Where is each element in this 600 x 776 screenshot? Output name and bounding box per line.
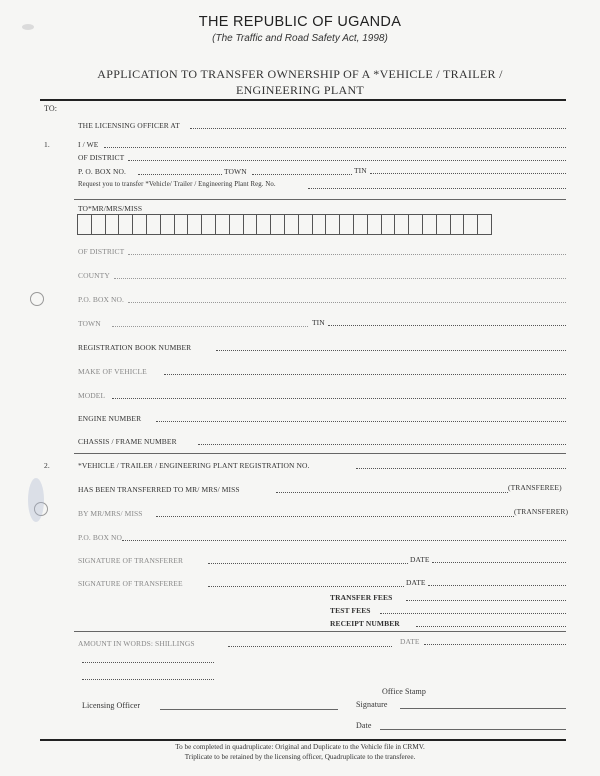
signature-label: Signature [356,700,388,709]
town-field-2[interactable] [112,326,308,327]
date-field-2[interactable] [428,585,566,586]
blue-ink-smudge [28,478,44,522]
date-field-1[interactable] [432,562,566,563]
name-grid-cell[interactable] [367,214,382,235]
county-field[interactable] [114,278,566,279]
fees-rule [74,631,566,632]
model-field[interactable] [112,398,566,399]
name-grid-cell[interactable] [256,214,271,235]
town-label: TOWN [224,167,247,176]
sig-transferer-label: SIGNATURE OF TRANSFERER [78,556,184,565]
name-grid-cell[interactable] [284,214,299,235]
reg-no-field-2[interactable] [356,468,566,469]
name-grid-cell[interactable] [201,214,216,235]
name-grid-cell[interactable] [270,214,285,235]
tin-field[interactable] [370,173,566,174]
of-district-label: OF DISTRICT [78,153,125,162]
name-grid-cell[interactable] [422,214,437,235]
licensing-officer-at-field[interactable] [190,128,566,129]
of-district-field[interactable] [128,160,566,161]
transferee-name-grid[interactable] [78,214,492,235]
amount-words-field-3[interactable] [82,679,214,680]
transferer-tag: (TRANSFERER) [514,507,569,516]
chassis-field[interactable] [198,444,566,445]
licensing-officer-at-label: THE LICENSING OFFICER AT [78,121,180,130]
reg-no-field[interactable] [308,188,566,189]
sig-transferee-label: SIGNATURE OF TRANSFEREE [78,579,183,588]
receipt-number-label: RECEIPT NUMBER [330,619,400,628]
footer-rule [40,739,566,741]
name-grid-cell[interactable] [243,214,258,235]
po-box-label-3: P.O. BOX NO [78,533,123,542]
office-date-line[interactable] [380,729,566,730]
date-label-2: DATE [406,578,426,587]
republic-heading: THE REPUBLIC OF UGANDA [198,14,402,30]
reg-book-label: REGISTRATION BOOK NUMBER [78,343,192,352]
tin-label-2: TIN [312,318,325,327]
po-box-field-2[interactable] [128,302,566,303]
licensing-officer-line[interactable] [160,709,338,710]
section-1-number: 1. [44,140,50,149]
name-grid-cell[interactable] [105,214,120,235]
name-grid-cell[interactable] [312,214,327,235]
po-box-field[interactable] [138,174,222,175]
make-label: MAKE OF VEHICLE [78,367,147,376]
name-grid-cell[interactable] [477,214,492,235]
tin-label: TIN [354,166,367,175]
town-field[interactable] [252,174,352,175]
name-grid-cell[interactable] [325,214,340,235]
of-district-label-2: OF DISTRICT [78,247,125,256]
engine-label: ENGINE NUMBER [78,414,142,423]
name-grid-cell[interactable] [118,214,133,235]
form-title-line2: ENGINEERING PLANT [235,83,365,97]
footer-line-2: Triplicate to be retained by the licensing officer, Quadruplicate to the transferee. [184,753,416,761]
town-label-2: TOWN [78,319,101,328]
name-grid-cell[interactable] [298,214,313,235]
sig-transferee-field[interactable] [208,586,404,587]
test-fees-field[interactable] [380,613,566,614]
receipt-number-field[interactable] [416,626,566,627]
chassis-label: CHASSIS / FRAME NUMBER [78,437,177,446]
licensing-officer-label: Licensing Officer [82,701,141,710]
county-label: COUNTY [78,271,110,280]
tin-field-2[interactable] [328,325,566,326]
name-grid-cell[interactable] [146,214,161,235]
engine-field[interactable] [156,421,566,422]
signature-line[interactable] [400,708,566,709]
name-grid-cell[interactable] [339,214,354,235]
date-label-1: DATE [410,555,430,564]
amount-date-field[interactable] [424,644,566,645]
name-grid-cell[interactable] [174,214,189,235]
office-stamp-label: Office Stamp [382,687,426,696]
to-mr-mrs-miss-label: TO*MR/MRS/MISS [78,204,143,213]
i-we-label: I / WE [78,140,99,149]
name-grid-cell[interactable] [132,214,147,235]
name-grid-cell[interactable] [187,214,202,235]
po-box-label: P. O. BOX NO. [78,167,126,176]
model-label: MODEL [78,391,106,400]
name-grid-cell[interactable] [394,214,409,235]
name-grid-cell[interactable] [408,214,423,235]
amount-words-field-2[interactable] [82,662,214,663]
transferred-to-label: HAS BEEN TRANSFERRED TO MR/ MRS/ MISS [78,485,240,494]
i-we-field[interactable] [104,147,566,148]
reg-book-field[interactable] [216,350,566,351]
name-grid-cell[interactable] [229,214,244,235]
name-grid-cell[interactable] [436,214,451,235]
form-title-line1: APPLICATION TO TRANSFER OWNERSHIP OF A *VEHICLE / TRAILER / [97,67,503,81]
by-label: BY MR/MRS/ MISS [78,509,143,518]
punch-hole-mark [30,292,44,306]
of-district-field-2[interactable] [128,254,566,255]
name-grid-cell[interactable] [77,214,92,235]
sig-transferer-field[interactable] [208,563,408,564]
name-grid-cell[interactable] [381,214,396,235]
transferee-tag: (TRANSFEREE) [508,483,562,492]
footer-line-1: To be completed in quadruplicate: Original and Duplicate to the Vehicle file in CRMV. [175,743,425,751]
section-1-rule [74,199,566,200]
transfer-fees-field[interactable] [406,600,566,601]
amount-words-field[interactable] [228,646,392,647]
act-subheading: (The Traffic and Road Safety Act, 1998) [212,33,388,44]
request-label: Request you to transfer *Vehicle/ Trailer / Engineering Plant Reg. No. [78,181,276,188]
amount-date-label: DATE [400,637,420,646]
name-grid-cell[interactable] [353,214,368,235]
title-rule [40,99,566,101]
to-label: TO: [44,104,58,113]
amount-words-label: AMOUNT IN WORDS: SHILLINGS [78,639,195,648]
name-grid-cell[interactable] [463,214,478,235]
section-2-rule [74,453,566,454]
name-grid-cell[interactable] [215,214,230,235]
po-box-field-3[interactable] [122,540,566,541]
section-2-number: 2. [44,461,50,470]
transferee-name-field[interactable] [276,492,508,493]
office-date-label: Date [356,721,372,730]
reg-no-label: *VEHICLE / TRAILER / ENGINEERING PLANT REGISTRATION NO. [78,461,310,470]
po-box-label-2: P.O. BOX NO. [78,295,124,304]
transfer-fees-label: TRANSFER FEES [330,593,393,602]
make-field[interactable] [164,374,566,375]
name-grid-cell[interactable] [160,214,175,235]
name-grid-cell[interactable] [450,214,465,235]
test-fees-label: TEST FEES [330,606,371,615]
transferer-name-field[interactable] [156,516,514,517]
name-grid-cell[interactable] [91,214,106,235]
